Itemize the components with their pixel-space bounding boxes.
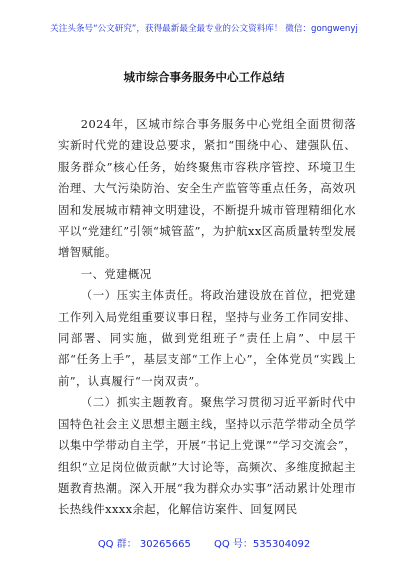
section-heading: 一、党建概况 bbox=[80, 266, 152, 281]
paragraph-responsibility: （一）压实主体责任。将政治建设放在首位，把党建工作列入局党组重要议事日程，坚持与业务工作同安排、同部署、同实施，做到党组班子“责任上肩”、中层干部“任务上手”，基层支部“工作上心”，全体党员“实践上前”，认真履行“一岗双责”。 bbox=[58, 288, 356, 388]
footer-contact bbox=[0, 535, 408, 550]
qq-number: QQ 号：535304092 bbox=[214, 539, 311, 550]
qq-group: QQ 群： 30265665 bbox=[97, 539, 191, 550]
document-title: 城市综合事务服务中心工作总结 bbox=[123, 70, 285, 84]
paragraph-intro: 2024年，区城市综合事务服务中心党组全面贯彻落实新时代党的建设总要求，紧扣“围绕中心、建强队伍、服务群众”核心任务，始终聚焦市容秩序管控、环境卫生治理、大气污染防治、安全生产监管等重点任务，高效巩固和发展城市精神文明建设，不断提升城市管理精细化水平以“党建红”引领“城管蓝”，为护航xx区高质量转型发展增智赋能。 bbox=[58, 117, 356, 260]
top-banner: 关注头条号“公文研究”，获得最新最全最专业的公文资料库！ 微信：gongwenyj bbox=[50, 24, 358, 34]
document-body bbox=[58, 114, 356, 521]
paragraph-theme-education: （二）抓实主题教育。聚焦学习贯彻习近平新时代中国特色社会主义思想主题主线，坚持以示范学带动全员学以集中学带动自主学，开展“书记上党课”“学习交流会”，组织“立足岗位做贡献”大讨论等，高频次、多维度掀起主题教育热潮。深入开展“我为群众办实事”活动累计处理市长热线件xxxx余起，化解信访案件、回复网民 bbox=[58, 395, 356, 517]
